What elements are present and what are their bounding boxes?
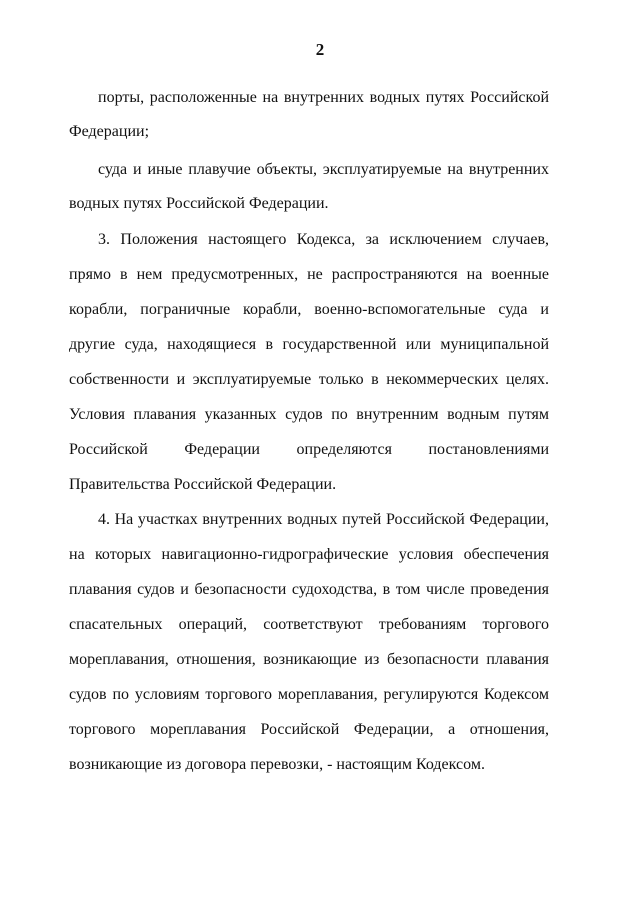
text-line: Условия плавания указанных судов по внутренним водным путям	[69, 406, 549, 423]
text-line: суда и иные плавучие объекты, эксплуатируемые на внутренних	[98, 161, 549, 178]
text-line: корабли, пограничные корабли, военно-вспомогательные суда и	[69, 301, 549, 318]
text-line: на которых навигационно-гидрографические условия обеспечения	[69, 546, 549, 563]
text-line: Федерации;	[69, 123, 150, 140]
text-line: Российской Федерации определяются постановлениями	[69, 441, 549, 458]
text-line: спасательных операций, соответствуют требованиям торгового	[69, 616, 549, 633]
text-line: собственности и эксплуатируемые только в некоммерческих целях.	[69, 371, 549, 388]
text-line: другие суда, находящиеся в государственной или муниципальной	[69, 336, 549, 353]
text-line: 4. На участках внутренних водных путей Российской Федерации,	[98, 511, 549, 528]
page-number: 2	[315, 40, 325, 59]
text-line: прямо в нем предусмотренных, не распространяются на военные	[69, 266, 549, 283]
text-line: мореплавания, отношения, возникающие из безопасности плавания	[69, 651, 549, 668]
text-line: возникающие из договора перевозки, - настоящим Кодексом.	[69, 756, 485, 773]
text-line: плавания судов и безопасности судоходства, в том числе проведения	[69, 581, 549, 598]
text-line: порты, расположенные на внутренних водных путях Российской	[98, 89, 549, 106]
text-line: водных путях Российской Федерации.	[69, 195, 329, 212]
text-line: судов по условиям торгового мореплавания, регулируются Кодексом	[69, 686, 549, 703]
text-line: Правительства Российской Федерации.	[69, 476, 337, 493]
text-line: торгового мореплавания Российской Федерации, а отношения,	[69, 721, 549, 738]
text-line: 3. Положения настоящего Кодекса, за исключением случаев,	[98, 231, 549, 248]
